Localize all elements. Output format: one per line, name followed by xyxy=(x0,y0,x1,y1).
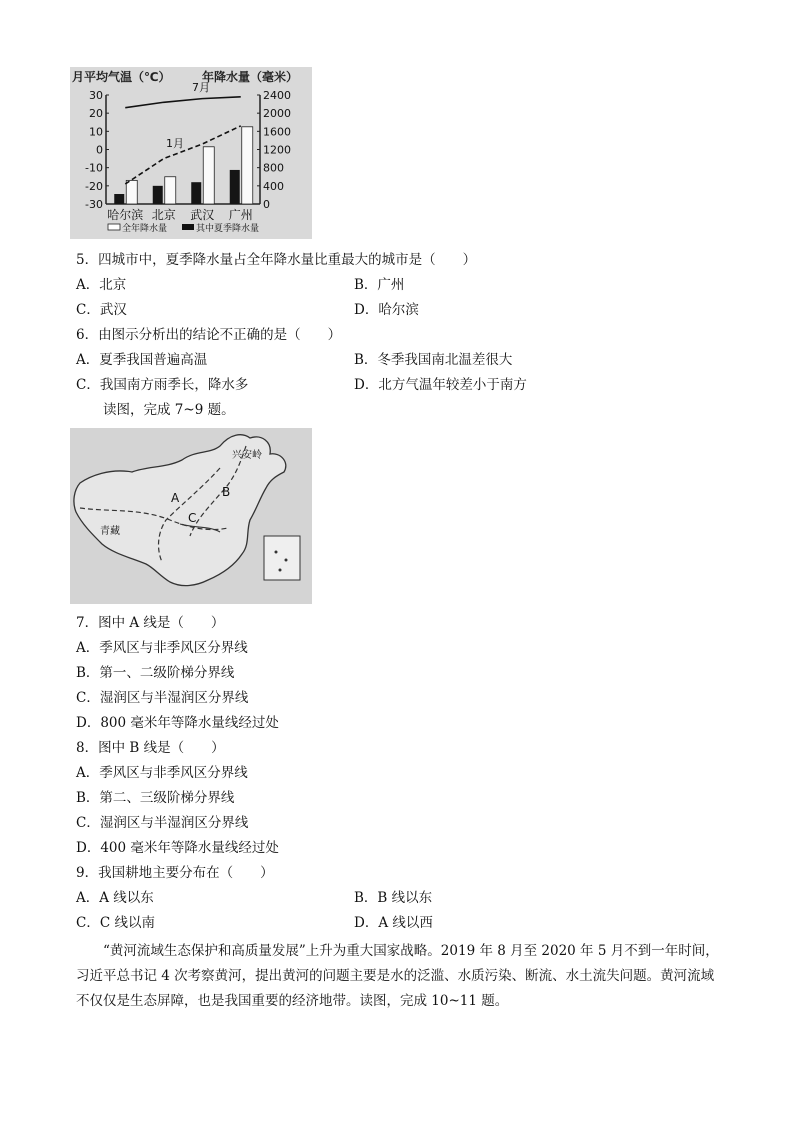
south-china-sea-inset xyxy=(264,536,300,580)
q8-option-b: B．第二、三级阶梯分界线 xyxy=(76,790,235,806)
legend-total: 全年降水量 xyxy=(122,224,168,234)
legend-swatch-total xyxy=(108,224,120,230)
map-label-c: C xyxy=(188,511,197,525)
q7-option-a: A．季风区与非季风区分界线 xyxy=(76,640,248,656)
q6-option-a: A．夏季我国普遍高温 xyxy=(76,352,208,368)
left-tick-label: -10 xyxy=(85,161,103,175)
july-line-label: 7月 xyxy=(192,81,210,94)
right-tick-label: 400 xyxy=(263,179,284,193)
bar-total-北京 xyxy=(165,177,176,204)
category-label: 广州 xyxy=(228,208,253,222)
category-label: 北京 xyxy=(151,208,176,222)
left-tick-label: 20 xyxy=(89,107,103,121)
bar-total-哈尔滨 xyxy=(126,180,137,204)
q8-option-c: C．湿润区与半湿润区分界线 xyxy=(76,815,249,831)
q5-option-c: C．武汉 xyxy=(76,302,127,318)
left-tick-label: -20 xyxy=(85,179,103,193)
q9-option-a: A．A 线以东 xyxy=(76,890,154,906)
bar-summer-哈尔滨 xyxy=(114,194,124,204)
q5-option-b: B．广州 xyxy=(354,277,405,293)
q5-option-d: D．哈尔滨 xyxy=(354,302,419,318)
bar-summer-广州 xyxy=(230,170,240,204)
right-axis-label: 年降水量（毫米） xyxy=(202,70,299,84)
left-tick-label: 10 xyxy=(89,125,103,139)
q9-option-c: C．C 线以南 xyxy=(76,915,155,931)
right-tick-label: 0 xyxy=(263,198,270,211)
bar-total-武汉 xyxy=(203,147,214,204)
q7-option-d: D．800 毫米年等降水量线经过处 xyxy=(76,715,279,731)
q7-stem: 7．图中 A 线是（ ） xyxy=(76,615,225,631)
china-map xyxy=(70,428,312,604)
right-tick-label: 2400 xyxy=(263,89,291,102)
q6-option-d: D．北方气温年较差小于南方 xyxy=(354,377,527,393)
q5-option-a: A．北京 xyxy=(76,277,127,293)
yellow-river-passage: “黄河流域生态保护和高质量发展”上升为重大国家战略。2019 年 8 月至 2020 年 5 月不到一年时间，习近平总书记 4 次考察黄河，提出黄河的问题主要是水的泛滥、水质污染、断流、水土流失问题。黄河流域不仅仅是生态屏障，也是我国重要的经济地带。读图，完成 10~11 题。 xyxy=(76,943,719,1009)
right-tick-label: 800 xyxy=(263,161,284,175)
category-label: 哈尔滨 xyxy=(107,208,144,222)
q8-option-d: D．400 毫米年等降水量线经过处 xyxy=(76,840,279,856)
q9-option-b: B．B 线以东 xyxy=(354,890,433,906)
map-label-tibet: 青藏 xyxy=(100,526,120,537)
china-map-svg xyxy=(70,428,312,604)
q7-option-c: C．湿润区与半湿润区分界线 xyxy=(76,690,249,706)
left-axis-label: 月平均气温（℃） xyxy=(72,70,171,84)
q8-option-a: A．季风区与非季风区分界线 xyxy=(76,765,248,781)
left-tick-label: -30 xyxy=(85,198,103,211)
bar-summer-武汉 xyxy=(191,182,201,204)
left-tick-label: 0 xyxy=(96,143,103,157)
category-label: 武汉 xyxy=(190,208,215,222)
right-tick-label: 1600 xyxy=(263,125,291,139)
map-label-a: A xyxy=(171,491,180,505)
q9-option-d: D．A 线以西 xyxy=(354,915,433,931)
climate-chart-svg xyxy=(70,67,312,239)
q5-stem: 5．四城市中，夏季降水量占全年降水量比重最大的城市是（ ） xyxy=(76,252,477,268)
july-temperature-line xyxy=(125,97,241,108)
right-tick-label: 1200 xyxy=(263,143,291,157)
climate-chart xyxy=(70,67,312,239)
right-tick-label: 2000 xyxy=(263,107,291,121)
january-temperature-line xyxy=(125,126,241,184)
map-label-b: B xyxy=(222,485,231,499)
q6-stem: 6．由图示分析出的结论不正确的是（ ） xyxy=(76,327,342,343)
legend-summer: 其中夏季降水量 xyxy=(196,224,260,234)
legend-swatch-summer xyxy=(182,224,194,230)
january-line-label: 1月 xyxy=(166,137,184,150)
bar-total-广州 xyxy=(242,127,253,204)
q7-option-b: B．第一、二级阶梯分界线 xyxy=(76,665,235,681)
read-map-instruction: 读图，完成 7~9 题。 xyxy=(103,402,235,418)
q6-option-c: C．我国南方雨季长，降水多 xyxy=(76,377,249,393)
bar-summer-北京 xyxy=(153,186,163,204)
q6-option-b: B．冬季我国南北温差很大 xyxy=(354,352,513,368)
left-tick-label: 30 xyxy=(89,89,103,102)
map-label-mountain: 兴安岭 xyxy=(232,450,262,461)
q9-stem: 9．我国耕地主要分布在（ ） xyxy=(76,865,274,881)
q8-stem: 8．图中 B 线是（ ） xyxy=(76,740,225,756)
